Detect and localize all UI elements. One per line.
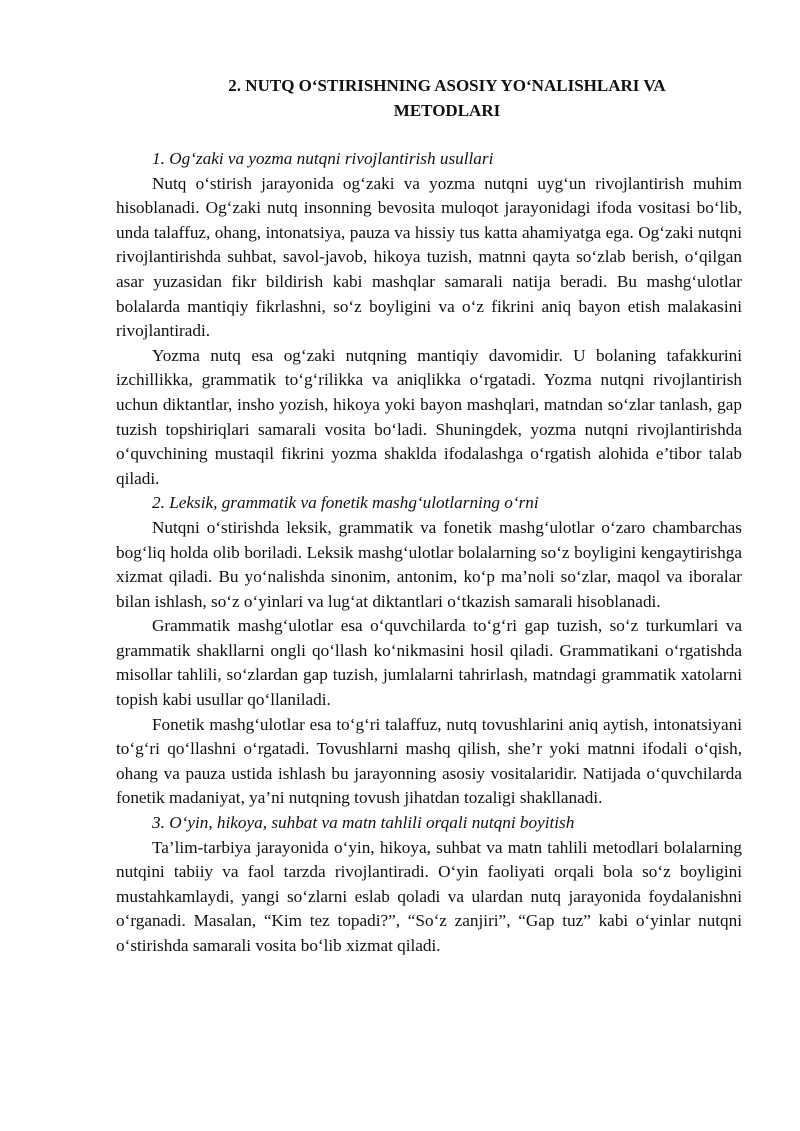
- section-heading: 1. Og‘zaki va yozma nutqni rivojlantirish usullari: [152, 149, 494, 168]
- section-1: [116, 147, 742, 491]
- paragraph: Yozma nutq esa og‘zaki nutqning mantiqiy davomidir. U bolaning tafakkurini izchillikka, grammatik to‘g‘rilikka va aniqlikka o‘rgatadi. Yozma nutqni rivojlantirish uchun diktantlar, insho yozish, hikoya yoki bayon mashqlari, matndan so‘zlar tanlash, gap tuzish topshiriqlari samarali vosita bo‘ladi. Shuningdek, yozma nutqni rivojlantirishda o‘quvchining mustaqil fikrini yozma shaklda ifodalashga o‘rgatish alohida e’tibor talab qiladi.: [116, 345, 742, 488]
- paragraph: Grammatik mashg‘ulotlar esa o‘quvchilarda to‘g‘ri gap tuzish, so‘z turkumlari va grammatik shakllarni ongli qo‘llash ko‘nikmasini hosil qiladi. Grammatikani o‘rgatishda misollar tahlili, so‘zlardan gap tuzish, jumlalarni tahrirlash, matndagi grammatik xatolarni topish kabi usullar qo‘llaniladi.: [116, 616, 742, 710]
- document-page: [116, 73, 742, 959]
- page-title: [116, 73, 742, 123]
- paragraph: Fonetik mashg‘ulotlar esa to‘g‘ri talaffuz, nutq tovushlarini aniq aytish, intonatsiyani to‘g‘ri qo‘llashni o‘rgatadi. Tovushlarni mashq qilish, she’r yoki matnni ifodali o‘qish, ohang va pauza ustida ishlash bu jarayonning asosiy vositalaridir. Natijada o‘quvchilarda fonetik madaniyat, ya’ni nutqning tovush jihatdan tozaligi shakllanadi.: [116, 714, 742, 808]
- paragraph: Ta’lim-tarbiya jarayonida o‘yin, hikoya, suhbat va matn tahlili metodlari bolalarning nutqini tabiiy va faol tarzda rivojlantiradi. O‘yin faoliyati orqali bola so‘z boyligini mustahkamlaydi, yangi so‘zlarni eslab qoladi va ulardan nutq jarayonida foydalanishni o‘rganadi. Masalan, “Kim tez topadi?”, “So‘z zanjiri”, “Gap tuz” kabi o‘yinlar nutqni o‘stirishda samarali vosita bo‘lib xizmat qiladi.: [116, 837, 742, 955]
- page-title-line-1: 2. NUTQ O‘STIRISHNING ASOSIY YO‘NALISHLARI VA: [228, 76, 666, 95]
- paragraph: Nutqni o‘stirishda leksik, grammatik va fonetik mashg‘ulotlar o‘zaro chambarchas bog‘liq holda olib boriladi. Leksik mashg‘ulotlar bolalarning so‘z boyligini kengaytirishga xizmat qiladi. Bu yo‘nalishda sinonim, antonim, ko‘p ma’noli so‘zlar, maqol va iboralar bilan ishlash, so‘z o‘yinlari va lug‘at diktantlari o‘tkazish samarali hisoblanadi.: [116, 517, 742, 611]
- page-title-line-2: METODLARI: [393, 101, 501, 120]
- section-2: [116, 491, 742, 811]
- section-heading: 3. O‘yin, hikoya, suhbat va matn tahlili orqali nutqni boyitish: [152, 813, 575, 833]
- section-heading: 2. Leksik, grammatik va fonetik mashg‘ulotlarning o‘rni: [152, 493, 539, 513]
- paragraph: Nutq o‘stirish jarayonida og‘zaki va yozma nutqni uyg‘un rivojlantirish muhim hisoblanadi. Og‘zaki nutq insonning bevosita muloqot jarayonidagi ifoda vositasi bo‘lib, unda talaffuz, ohang, intonatsiya, pauza va hissiy tus katta ahamiyatga ega. Og‘zaki nutqni rivojlantirishda suhbat, savol-javob, hikoya tuzish, matnni qayta so‘zlab berish, o‘qilgan asar yuzasidan fikr bildirish kabi mashqlar samarali natija beradi. Bu mashg‘ulotlar bolalarda mantiqiy fikrlashni, so‘z boyligini va o‘z fikrini aniq bayon etish malakasini rivojlantiradi.: [116, 173, 742, 341]
- section-3: [116, 811, 742, 959]
